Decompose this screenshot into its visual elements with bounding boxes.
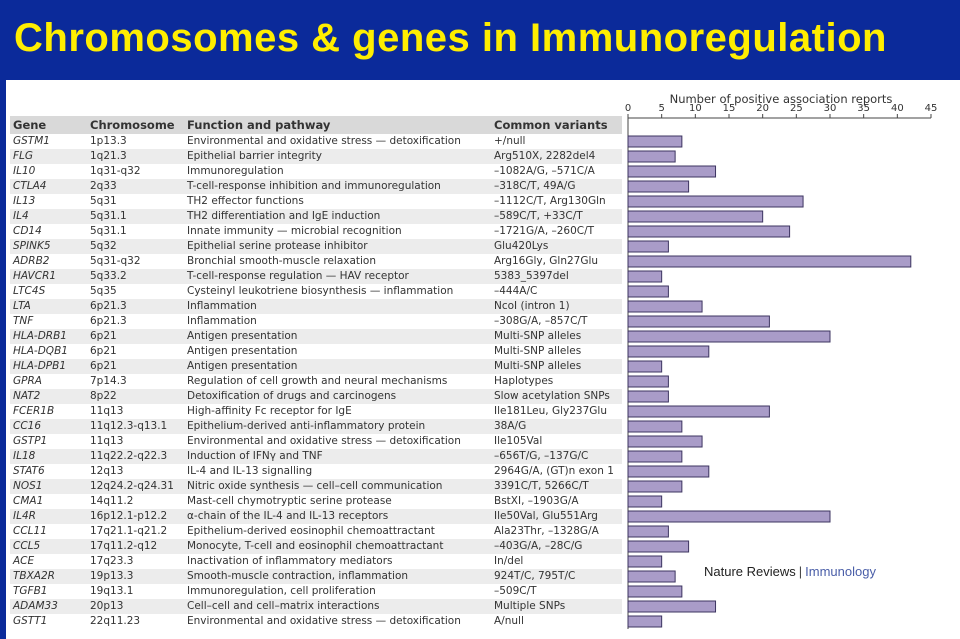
bar-hla-dpb1	[628, 361, 662, 372]
variants-cell: BstXI, –1903G/A	[494, 495, 579, 507]
function-cell: Regulation of cell growth and neural mechanisms	[187, 375, 448, 387]
gene-cell: HLA-DQB1	[13, 345, 68, 357]
bar-il10	[628, 166, 716, 177]
bar-ltc4s	[628, 286, 668, 297]
bar-gstm1	[628, 136, 682, 147]
function-cell: Epithelial barrier integrity	[187, 150, 322, 162]
variants-cell: 5383_5397del	[494, 270, 569, 282]
variants-cell: –1112C/T, Arg130Gln	[494, 195, 606, 207]
chromosome-cell: 17q23.3	[90, 555, 134, 567]
variants-cell: Ile50Val, Glu551Arg	[494, 510, 598, 522]
variants-cell: +/null	[494, 135, 526, 147]
x-tick-label: 45	[924, 103, 938, 114]
bar-tnf	[628, 316, 769, 327]
chromosome-cell: 11q13	[90, 405, 124, 417]
variants-cell: Ile181Leu, Gly237Glu	[494, 405, 607, 417]
function-cell: Environmental and oxidative stress — detoxification	[187, 615, 461, 627]
title-bar	[0, 0, 960, 80]
variants-cell: Haplotypes	[494, 375, 554, 387]
gene-cell: IL4	[13, 210, 29, 222]
bar-il4	[628, 211, 763, 222]
x-tick-label: 35	[857, 103, 871, 114]
gene-cell: TNF	[13, 315, 34, 327]
gene-cell: STAT6	[13, 465, 45, 477]
function-cell: Cell–cell and cell–matrix interactions	[187, 600, 380, 612]
gene-cell: GSTM1	[13, 135, 50, 147]
source-brand: Nature Reviews	[704, 564, 796, 579]
gene-cell: CCL5	[13, 540, 41, 552]
variants-cell: 924T/C, 795T/C	[494, 570, 576, 582]
function-cell: Nitric oxide synthesis — cell–cell communication	[187, 480, 443, 492]
bar-il18	[628, 451, 682, 462]
gene-cell: IL10	[13, 165, 36, 177]
gene-cell: IL4R	[13, 510, 36, 522]
chromosome-cell: 6p21.3	[90, 300, 127, 312]
function-cell: T-cell-response regulation — HAV receptor	[187, 270, 409, 282]
chromosome-cell: 19q13.1	[90, 585, 134, 597]
bar-il4r	[628, 511, 830, 522]
variants-cell: –308G/A, –857C/T	[494, 315, 588, 327]
gene-cell: CMA1	[13, 495, 44, 507]
function-cell: Environmental and oxidative stress — detoxification	[187, 135, 461, 147]
function-cell: TH2 differentiation and IgE induction	[187, 210, 381, 222]
variants-cell: –444A/C	[494, 285, 538, 297]
variants-cell: –509C/T	[494, 585, 537, 597]
chromosome-cell: 8p22	[90, 390, 117, 402]
chromosome-cell: 11q22.2-q22.3	[90, 450, 168, 462]
chromosome-cell: 20p13	[90, 600, 124, 612]
bar-gstp1	[628, 436, 702, 447]
chromosome-cell: 5q33.2	[90, 270, 127, 282]
gene-cell: NAT2	[13, 390, 41, 402]
chromosome-cell: 2q33	[90, 180, 117, 192]
chromosome-cell: 5q31	[90, 195, 117, 207]
variants-cell: Multi-SNP alleles	[494, 360, 582, 372]
gene-cell: GSTT1	[13, 615, 48, 627]
header-chromosome: Chromosome	[90, 118, 175, 132]
gene-cell: HAVCR1	[13, 270, 57, 282]
bar-ace	[628, 556, 662, 567]
bar-tgfb1	[628, 586, 682, 597]
function-cell: Monocyte, T-cell and eosinophil chemoattractant	[187, 540, 444, 552]
x-tick-label: 30	[823, 103, 837, 114]
gene-cell: LTA	[13, 300, 31, 312]
gene-cell: CTLA4	[13, 180, 47, 192]
bar-hla-dqb1	[628, 346, 709, 357]
header-variants: Common variants	[494, 118, 608, 132]
source-journal: Immunology	[805, 564, 876, 579]
x-tick-label: 40	[890, 103, 904, 114]
variants-cell: Multi-SNP alleles	[494, 330, 582, 342]
chromosome-cell: 5q31-q32	[90, 255, 141, 267]
chromosome-cell: 5q32	[90, 240, 117, 252]
function-cell: Antigen presentation	[187, 330, 298, 342]
source-credit: Nature Reviews | Immunology	[704, 564, 876, 579]
function-cell: IL-4 and IL-13 signalling	[187, 465, 313, 477]
function-cell: Immunoregulation, cell proliferation	[187, 585, 376, 597]
header-gene: Gene	[13, 118, 47, 132]
variants-cell: Multiple SNPs	[494, 600, 566, 612]
variants-cell: Multi-SNP alleles	[494, 345, 582, 357]
bar-chart	[8, 86, 952, 636]
chromosome-cell: 22q11.23	[90, 615, 141, 627]
gene-cell: HLA-DRB1	[13, 330, 67, 342]
gene-cell: ADAM33	[13, 600, 58, 612]
chromosome-cell: 14q11.2	[90, 495, 134, 507]
bar-flg	[628, 151, 675, 162]
x-tick-label: 10	[688, 103, 702, 114]
function-cell: Antigen presentation	[187, 360, 298, 372]
variants-cell: Ala23Thr, –1328G/A	[494, 525, 599, 537]
variants-cell: 2964G/A, (GT)n exon 1	[494, 465, 614, 477]
chromosome-cell: 11q13	[90, 435, 124, 447]
chromosome-cell: 1q21.3	[90, 150, 127, 162]
bar-ctla4	[628, 181, 689, 192]
variants-cell: –403G/A, –28C/G	[494, 540, 583, 552]
chromosome-cell: 7p14.3	[90, 375, 127, 387]
figure-panel	[8, 86, 952, 636]
gene-cell: TBXA2R	[13, 570, 55, 582]
variants-cell: –1082A/G, –571C/A	[494, 165, 595, 177]
function-cell: TH2 effector functions	[187, 195, 304, 207]
variants-cell: –656T/G, –137G/C	[494, 450, 589, 462]
function-cell: Immunoregulation	[187, 165, 284, 177]
gene-cell: NOS1	[13, 480, 43, 492]
gene-cell: CD14	[13, 225, 42, 237]
gene-cell: IL13	[13, 195, 36, 207]
bar-tbxa2r	[628, 571, 675, 582]
chromosome-cell: 12q24.2-q24.31	[90, 480, 174, 492]
function-cell: High-affinity Fc receptor for IgE	[187, 405, 352, 417]
variants-cell: Arg16Gly, Gln27Glu	[494, 255, 599, 267]
chromosome-cell: 17q21.1-q21.2	[90, 525, 168, 537]
function-cell: Antigen presentation	[187, 345, 298, 357]
chromosome-cell: 16p12.1-p12.2	[90, 510, 168, 522]
gene-cell: FLG	[13, 150, 34, 162]
bar-adrb2	[628, 256, 911, 267]
variants-cell: 38A/G	[494, 420, 527, 432]
function-cell: Innate immunity — microbial recognition	[187, 225, 402, 237]
bar-gpra	[628, 376, 668, 387]
x-tick-label: 25	[789, 103, 803, 114]
variants-cell: –318C/T, 49A/G	[494, 180, 576, 192]
gene-cell: GPRA	[13, 375, 42, 387]
x-tick-label: 20	[756, 103, 770, 114]
function-cell: Mast-cell chymotryptic serine protease	[187, 495, 392, 507]
chromosome-cell: 6p21.3	[90, 315, 127, 327]
chromosome-cell: 5q31.1	[90, 210, 127, 222]
chromosome-cell: 12q13	[90, 465, 124, 477]
slide-title: Chromosomes & genes in Immunoregulation	[14, 16, 887, 60]
gene-cell: HLA-DPB1	[13, 360, 67, 372]
function-cell: Smooth-muscle contraction, inflammation	[187, 570, 409, 582]
variants-cell: –589C/T, +33C/T	[494, 210, 583, 222]
function-cell: Cysteinyl leukotriene biosynthesis — inflammation	[187, 285, 454, 297]
function-cell: α-chain of the IL-4 and IL-13 receptors	[187, 510, 389, 522]
bar-gstt1	[628, 616, 662, 627]
function-cell: Epithelium-derived eosinophil chemoattractant	[187, 525, 435, 537]
gene-cell: IL18	[13, 450, 36, 462]
bar-cma1	[628, 496, 662, 507]
gene-cell: CC16	[13, 420, 42, 432]
chromosome-cell: 6p21	[90, 330, 117, 342]
chromosome-cell: 17q11.2-q12	[90, 540, 158, 552]
left-edge-strip	[0, 80, 6, 639]
variants-cell: 3391C/T, 5266C/T	[494, 480, 589, 492]
chromosome-cell: 1p13.3	[90, 135, 127, 147]
variants-cell: –1721G/A, –260C/T	[494, 225, 595, 237]
bar-nos1	[628, 481, 682, 492]
chromosome-cell: 6p21	[90, 345, 117, 357]
x-axis-title: Number of positive association reports	[669, 92, 893, 106]
bar-fcer1b	[628, 406, 769, 417]
bar-nat2	[628, 391, 668, 402]
chromosome-cell: 5q35	[90, 285, 117, 297]
variants-cell: Glu420Lys	[494, 240, 549, 252]
variants-cell: Ile105Val	[494, 435, 543, 447]
bar-lta	[628, 301, 702, 312]
gene-cell: ADRB2	[13, 255, 50, 267]
bar-stat6	[628, 466, 709, 477]
bar-ccl5	[628, 541, 689, 552]
bar-ccl11	[628, 526, 668, 537]
gene-cell: GSTP1	[13, 435, 48, 447]
variants-cell: Slow acetylation SNPs	[494, 390, 610, 402]
function-cell: Inflammation	[187, 300, 257, 312]
bar-cc16	[628, 421, 682, 432]
gene-cell: LTC4S	[13, 285, 46, 297]
chromosome-cell: 19p13.3	[90, 570, 134, 582]
variants-cell: Arg510X, 2282del4	[494, 150, 596, 162]
bar-cd14	[628, 226, 790, 237]
function-cell: Induction of IFNγ and TNF	[187, 450, 323, 462]
x-tick-label: 5	[658, 103, 665, 114]
variants-cell: NcoI (intron 1)	[494, 300, 570, 312]
bar-havcr1	[628, 271, 662, 282]
chromosome-cell: 5q31.1	[90, 225, 127, 237]
function-cell: Bronchial smooth-muscle relaxation	[187, 255, 377, 267]
bar-spink5	[628, 241, 668, 252]
chromosome-cell: 6p21	[90, 360, 117, 372]
bar-adam33	[628, 601, 716, 612]
function-cell: T-cell-response inhibition and immunoregulation	[187, 180, 441, 192]
chromosome-cell: 11q12.3-q13.1	[90, 420, 168, 432]
function-cell: Epithelium-derived anti-inflammatory protein	[187, 420, 426, 432]
x-tick-label: 15	[722, 103, 736, 114]
function-cell: Inactivation of inflammatory mediators	[187, 555, 393, 567]
function-cell: Detoxification of drugs and carcinogens	[187, 390, 397, 402]
function-cell: Inflammation	[187, 315, 257, 327]
function-cell: Environmental and oxidative stress — detoxification	[187, 435, 461, 447]
variants-cell: A/null	[494, 615, 524, 627]
gene-cell: FCER1B	[13, 405, 55, 417]
chromosome-cell: 1q31-q32	[90, 165, 141, 177]
gene-cell: TGFB1	[13, 585, 48, 597]
bar-hla-drb1	[628, 331, 830, 342]
variants-cell: In/del	[494, 555, 524, 567]
gene-cell: ACE	[13, 555, 35, 567]
gene-cell: SPINK5	[13, 240, 51, 252]
x-tick-label: 0	[624, 103, 632, 114]
header-function: Function and pathway	[187, 118, 331, 132]
bar-il13	[628, 196, 803, 207]
gene-cell: CCL11	[13, 525, 47, 537]
function-cell: Epithelial serine protease inhibitor	[187, 240, 368, 252]
